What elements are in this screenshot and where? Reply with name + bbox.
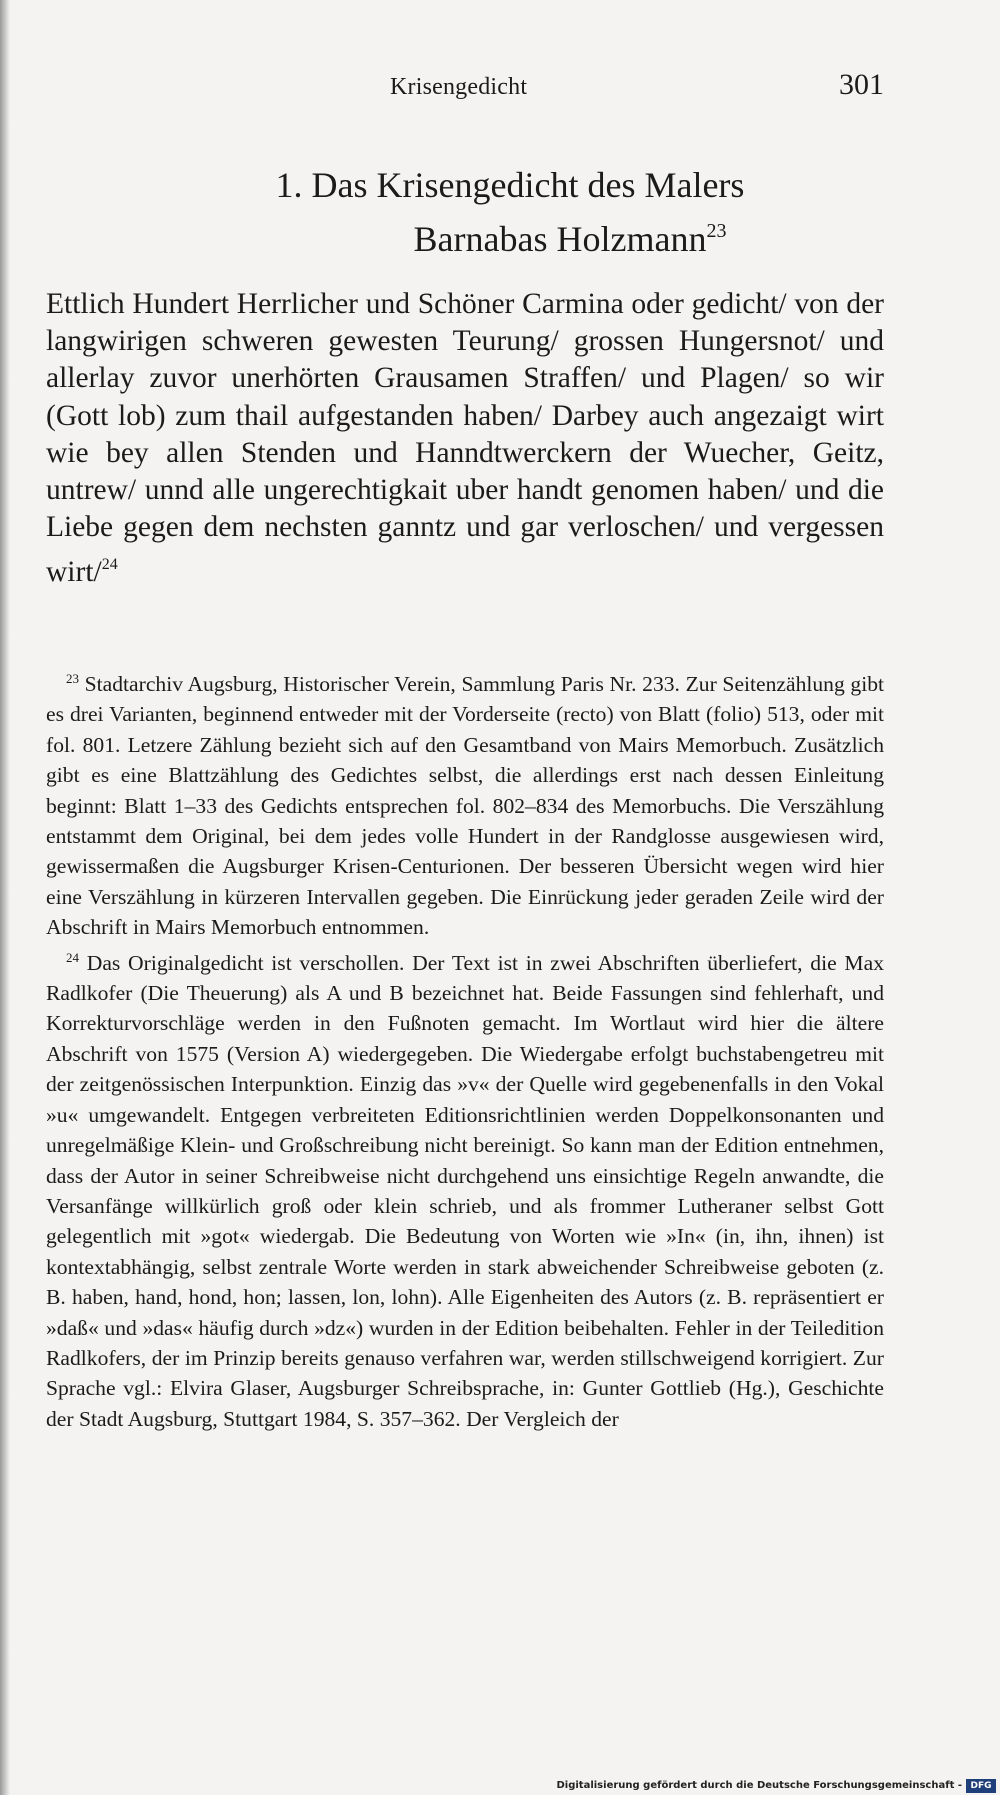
footnote-23 — [46, 664, 884, 943]
digitization-note: Digitalisierung gefördert durch die Deutsche Forschungsgemeinschaft - — [556, 1780, 962, 1791]
footnote-ref-24: 24 — [101, 556, 118, 574]
footnote-24 — [46, 943, 884, 1435]
section-title-line2-text: Barnabas Holzmann — [413, 219, 707, 259]
page-number: 301 — [839, 68, 884, 101]
footnote-ref-23: 23 — [706, 220, 727, 242]
dfg-logo: DFG — [966, 1779, 996, 1793]
footnote-number: 23 — [66, 671, 79, 686]
footnotes — [46, 664, 884, 1434]
section-title-line2 — [0, 208, 1000, 262]
footnote-text: Stadtarchiv Augsburg, Historischer Verein, Sammlung Paris Nr. 233. Zur Seitenzählung gibt es drei Varianten, beginnend entweder mit der Vorderseite (recto) von Blatt (folio) 513, oder mit fol. 801. Letzere Zählung bezieht sich auf den Gesamtband von Mairs Memorbuch. Zusätzlich gibt es eine Blattzählung des Gedichtes selbst, die allerdings erst nach dessen Einleitung beginnt: Blatt 1–33 des Gedichts entsprechen fol. 802–834 des Memorbuchs. Die Verszählung entstammt dem Original, bei dem jedes volle Hundert in der Randglosse ausgewiesen wird, gewissermaßen die Augsburger Krisen-Centurionen. Der besseren Übersicht wegen wird hier eine Verszählung in kürzeren Intervallen gegeben. Die Einrückung jeder geraden Zeile wird der Abschrift in Mairs Memorbuch entnommen. — [46, 672, 884, 940]
page-edge-shadow — [0, 0, 10, 1795]
footnote-number: 24 — [66, 949, 79, 965]
poem-title — [46, 286, 884, 592]
poem-title-text: Ettlich Hundert Herrlicher und Schöner Carmina oder gedicht/ von der langwirigen schweren gewesten Teurung/ grossen Hungersnot/ und allerlay zuvor unerhörten Grausamen Straffen/ und Plagen/ so wir (Gott lob) zum thail aufgestanden haben/ Darbey auch angezaigt wirt wie bey allen Stenden und Hanndtwerckern der Wuecher, Geitz, untrew/ unnd alle ungerechtigkait uber handt genomen haben/ und die Liebe gegen dem nechsten ganntz und gar verloschen/ und vergessen wirt/ — [46, 288, 884, 589]
section-title-line1: 1. Das Krisengedicht des Malers — [275, 165, 745, 205]
running-head: Krisengedicht — [390, 74, 528, 100]
section-title — [0, 162, 1000, 262]
footnote-text: Das Originalgedicht ist verschollen. Der Text ist in zwei Abschriften überliefert, die Max Radlkofer (Die Theuerung) als A und B bezeichnet hat. Beide Fassungen sind fehlerhaft, und Korrekturvorschläge werden in den Fußnoten gemacht. Im Wortlaut wird hier die ältere Abschrift von 1575 (Version A) wiedergegeben. Die Wiedergabe erfolgt buchstabengetreu mit der zeitgenössischen Interpunktion. Einzig das »v« der Quelle wird gegebenenfalls in den Vokal »u« umgewandelt. Entgegen verbreiteten Editionsrichtlinien werden Doppelkonsonanten und unregelmäßige Klein- und Großschreibung nicht bereinigt. So kann man der Edition entnehmen, dass der Autor in seiner Schreibweise nicht durchgehend uns einsichtige Regeln anwandte, die Versanfänge willkürlich groß oder klein schrieb, und als frommer Lutheraner selbst Gott gelegentlich mit »got« wiedergab. Die Bedeutung von Worten wie »In« (in, ihn, ihnen) ist kontextabhängig, selbst zentrale Worte werden in stark abweichender Schreibweise geboten (z. B. haben, hand, hond, hon; lassen, lon, lohn). Alle Eigenheiten des Autors (z. B. repräsentiert er »daß« und »das« häufig durch »dz«) wurden in der Edition beibehalten. Fehler in der Teiledition Radlkofers, der im Prinzip bereits genauso verfahren war, werden stillschweigend korrigiert. Zur Sprache vgl.: Elvira Glaser, Augsburger Schreibsprache, in: Gunter Gottlieb (Hg.), Geschichte der Stadt Augsburg, Stuttgart 1984, S. 357–362. Der Vergleich der — [46, 950, 884, 1431]
